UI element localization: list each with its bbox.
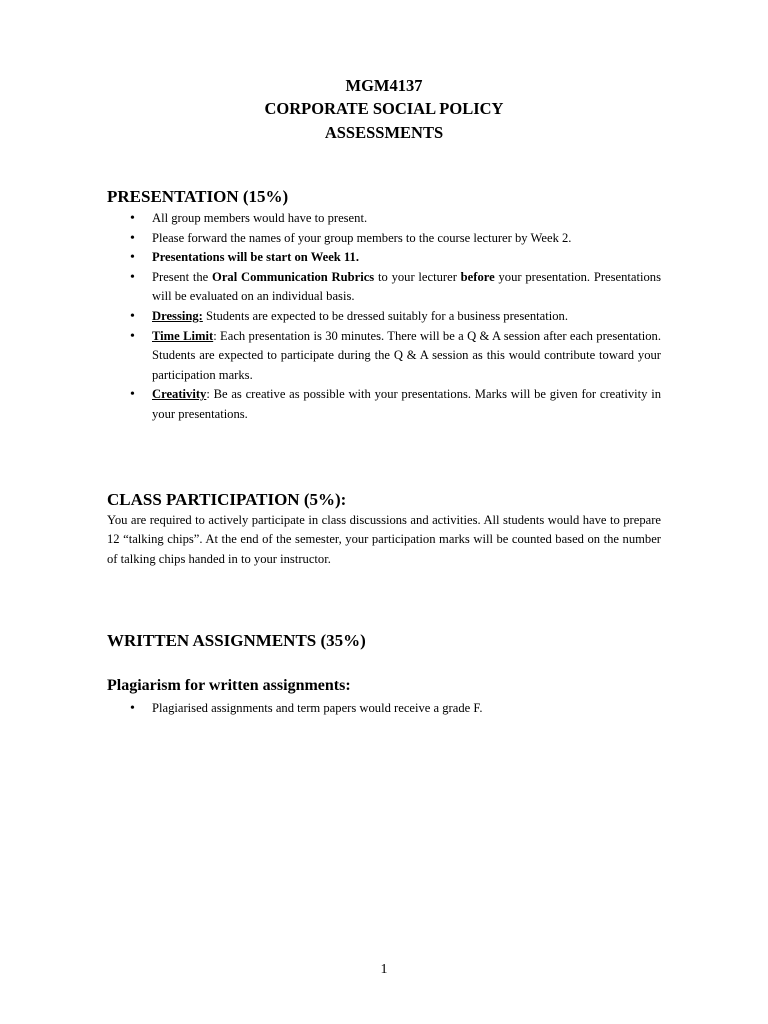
presentation-list bbox=[107, 209, 661, 425]
plagiarism-subheading: Plagiarism for written assignments: bbox=[107, 677, 351, 694]
list-item: • Presentations will be start on Week 11. bbox=[107, 248, 661, 268]
bullet-icon: • bbox=[130, 328, 135, 344]
bullet-icon: • bbox=[130, 211, 135, 226]
page-number: 1 bbox=[380, 962, 388, 977]
document-title: ASSESSMENTS bbox=[324, 123, 444, 142]
class-participation-body: You are required to actively participate in class discussions and activities. All students would have to prepare 12 “talking chips”. At the end of the semester, your participation marks will be counted based on the number of talking chips handed in to your instructor. bbox=[107, 513, 661, 566]
bullet-icon: • bbox=[130, 230, 135, 246]
bullet-icon: • bbox=[130, 250, 135, 266]
bullet-icon: • bbox=[130, 308, 135, 324]
list-item: • Creativity: Be as creative as possible with your presentations. Marks will be given for creativity in your presentations. bbox=[130, 387, 661, 421]
list-item: • Present the Oral Communication Rubrics to your lecturer before your presentation. Presentations will be evaluated on an individual basis. bbox=[130, 269, 661, 304]
bullet-icon: • bbox=[130, 269, 135, 285]
course-title: CORPORATE SOCIAL POLICY bbox=[264, 99, 504, 118]
written-list bbox=[107, 699, 661, 719]
class-participation-heading: CLASS PARTICIPATION (5%): bbox=[107, 490, 347, 509]
list-item: • Please forward the names of your group members to the course lecturer by Week 2. bbox=[107, 229, 661, 249]
list-item: • Plagiarised assignments and term papers would receive a grade F. bbox=[107, 699, 661, 719]
list-item: • Dressing: Students are expected to be dressed suitably for a business presentation. bbox=[107, 307, 661, 327]
list-item: • All group members would have to present. bbox=[107, 209, 661, 229]
list-item: • Time Limit: Each presentation is 30 minutes. There will be a Q & A session after each presentation. Students are expected to participate during the Q & A session as this would contribute toward your participation marks. bbox=[130, 328, 662, 382]
bullet-icon: • bbox=[130, 387, 135, 403]
course-code: MGM4137 bbox=[345, 76, 423, 95]
presentation-heading: PRESENTATION (15%) bbox=[107, 187, 289, 206]
bullet-icon: • bbox=[130, 701, 135, 716]
written-assignments-heading: WRITTEN ASSIGNMENTS (35%) bbox=[107, 631, 366, 650]
